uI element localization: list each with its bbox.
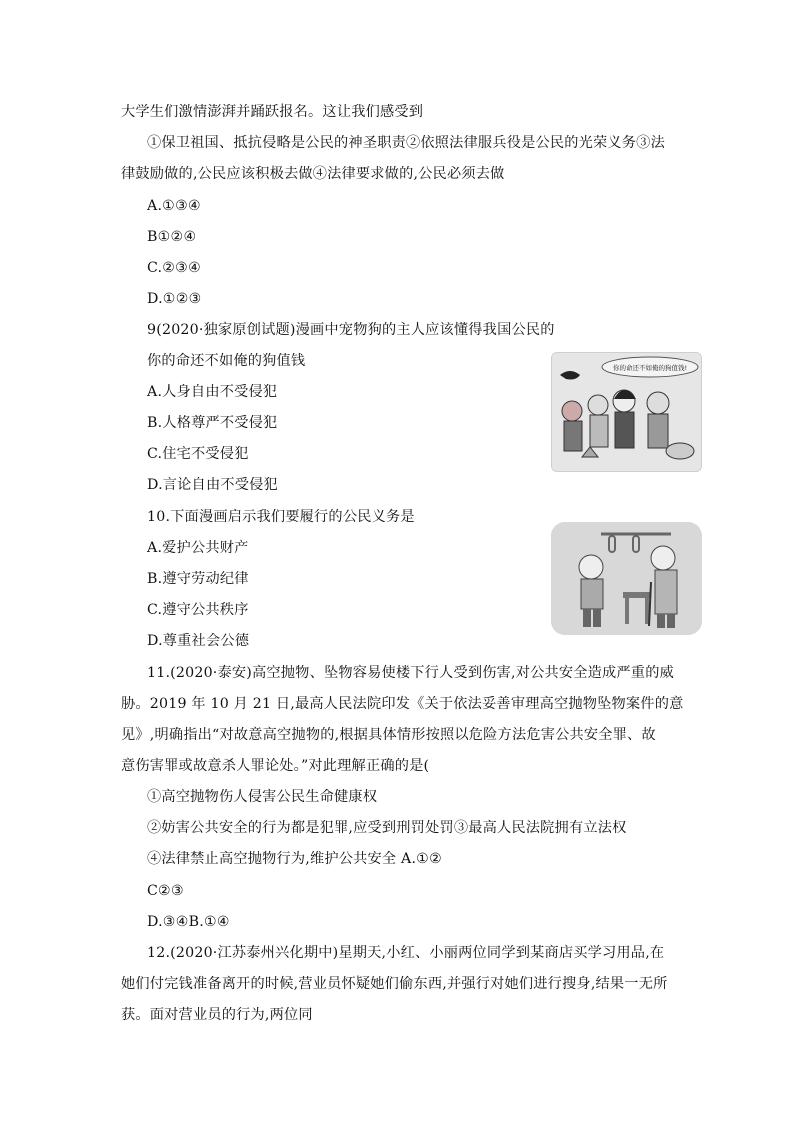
speech-bubble-text: 你的命还不如俺的狗值钱! — [612, 364, 688, 372]
option-c: C.遵守公共秩序 — [147, 602, 249, 618]
option-b: B.遵守劳动纪律 — [147, 571, 249, 587]
cartoon-dog-owner-image — [551, 352, 702, 472]
option-a: A.人身自由不受侵犯 — [147, 384, 278, 400]
text-line: ④法律禁止高空抛物行为,维护公共安全 A.①② — [147, 851, 443, 867]
option-b: B①②④ — [147, 229, 197, 245]
question-11: 11.(2020·泰安)高空抛物、坠物容易使楼下行人受到伤害,对公共安全造成严重的威 — [147, 665, 674, 681]
text-line: 律鼓励做的,公民应该积极去做④法律要求做的,公民必须去做 — [121, 166, 505, 182]
text-line: ②妨害公共安全的行为都是犯罪,应受到刑罚处罚③最高人民法院拥有立法权 — [147, 820, 627, 836]
option-a: A.爱护公共财产 — [147, 540, 249, 556]
option-d: D.①②③ — [147, 291, 202, 307]
text-line: ①高空抛物伤人侵害公民生命健康权 — [147, 789, 378, 805]
option-a: A.①③④ — [147, 198, 201, 214]
text-line: 你的命还不如俺的狗值钱 — [147, 353, 306, 369]
cartoon-bus-seat-image — [551, 522, 702, 635]
question-12: 12.(2020·江苏泰州兴化期中)星期天,小红、小丽两位同学到某商店买学习用品,在 — [147, 945, 665, 961]
option-c: C②③ — [147, 883, 184, 899]
question-9: 9(2020·独家原创试题)漫画中宠物狗的主人应该懂得我国公民的 — [147, 322, 555, 338]
option-c: C.住宅不受侵犯 — [147, 446, 249, 462]
option-c: C.②③④ — [147, 260, 202, 276]
option-b: B.人格尊严不受侵犯 — [147, 415, 278, 431]
option-d: D.言论自由不受侵犯 — [147, 477, 278, 493]
question-10: 10.下面漫画启示我们要履行的公民义务是 — [147, 509, 415, 525]
text-line: 获。面对营业员的行为,两位同 — [121, 1007, 313, 1023]
text-line: 胁。2019 年 10 月 21 日,最高人民法院印发《关于依法妥善审理高空抛物坠物案件的意 — [121, 696, 684, 712]
text-line: 见》,明确指出“对故意高空抛物的,根据具体情形按照以危险方法危害公共安全罪、故 — [121, 727, 656, 743]
text-line: 意伤害罪或故意杀人罪论处。”对此理解正确的是( — [121, 758, 430, 774]
option-d: D.③④B.①④ — [147, 914, 230, 930]
option-d: D.尊重社会公德 — [147, 633, 250, 649]
text-line: 大学生们激情澎湃并踊跃报名。这让我们感受到 — [121, 104, 424, 120]
text-line: 她们付完钱准备离开的时候,营业员怀疑她们偷东西,并强行对她们进行搜身,结果一无所 — [121, 976, 668, 992]
text-line: ①保卫祖国、抵抗侵略是公民的神圣职责②依照法律服兵役是公民的光荣义务③法 — [147, 135, 665, 151]
